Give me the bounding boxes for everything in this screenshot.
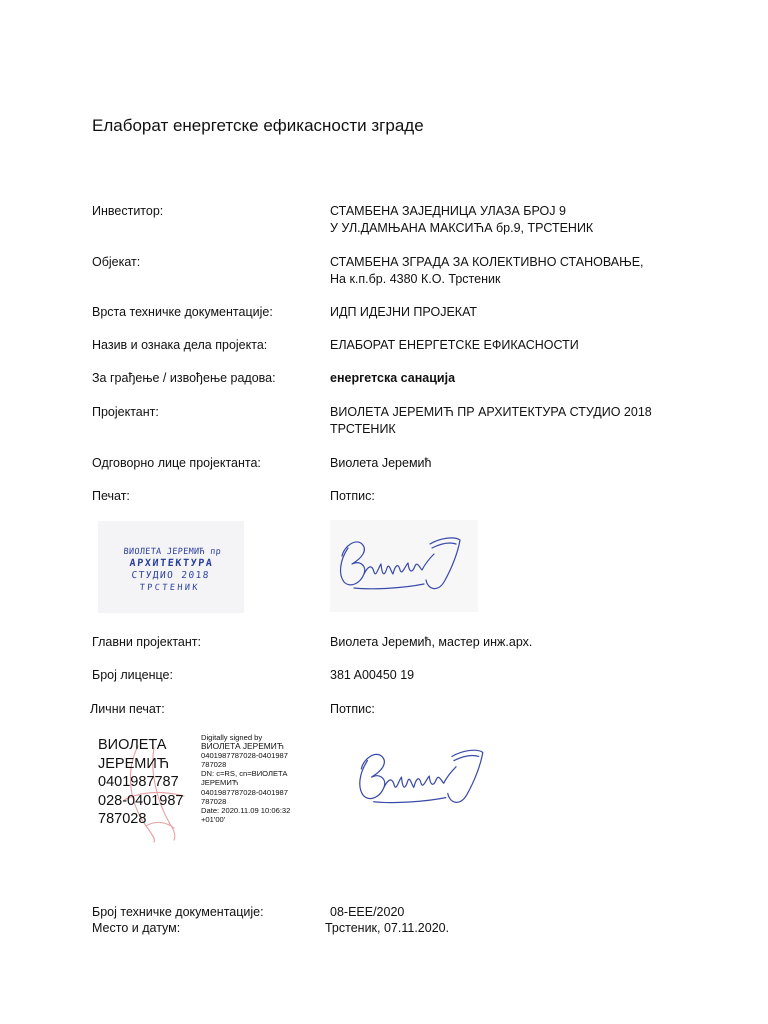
works-label: За грађење / извођење радова: xyxy=(92,371,276,385)
investor-label: Инвеститор: xyxy=(92,204,164,218)
dsig-name-line: 0401987787 xyxy=(98,774,179,790)
dsig-info-line: 0401987787028-0401987 xyxy=(201,751,288,761)
designer-label: Пројектант: xyxy=(92,405,159,419)
dsig-info-line: Digitally signed by xyxy=(201,733,263,742)
object-line-1: СТАМБЕНА ЗГРАДА ЗА КОЛЕКТИВНО СТАНОВАЊЕ, xyxy=(330,255,644,269)
signature-image xyxy=(334,528,464,596)
digital-signature-info xyxy=(201,733,290,824)
dsig-name-line: 787028 xyxy=(98,811,147,827)
personal-stamp-label: Лични печат: xyxy=(90,702,165,716)
designer-line-2: ТРСТЕНИК xyxy=(330,422,396,436)
dsig-info-line: +01'00' xyxy=(201,814,226,824)
signature-label-2: Потпис: xyxy=(330,702,375,716)
dsig-info-line: 787028 xyxy=(201,760,227,770)
investor-line-1: СТАМБЕНА ЗАЈЕДНИЦА УЛАЗА БРОЈ 9 xyxy=(330,204,566,218)
place-date-label: Место и датум: xyxy=(92,921,181,935)
stamp-line-4: ТРСТЕНИК xyxy=(139,583,201,593)
dsig-info-line: ВИОЛЕТА ЈЕРЕМИЋ xyxy=(201,741,284,752)
object-line-2: На к.п.бр. 4380 К.О. Трстеник xyxy=(330,272,501,286)
chief-designer-value: Виолета Јеремић, мастер инж.арх. xyxy=(330,635,533,649)
document-title: Елаборат енергетске ефикасности зграде xyxy=(92,116,424,135)
works-value: енергетска санација xyxy=(330,371,456,385)
doc-type-label: Врста техничке документације: xyxy=(92,305,273,319)
dsig-info-line: Date: 2020.11.09 10:06:32 xyxy=(201,805,291,815)
responsible-label: Одговорно лице пројектанта: xyxy=(92,456,261,470)
dsig-info-line: 0401987787028-0401987 xyxy=(201,787,288,797)
license-value: 381 A00450 19 xyxy=(330,668,415,682)
part-name-label: Назив и ознака дела пројекта: xyxy=(92,338,268,352)
responsible-value: Виолета Јеремић xyxy=(330,456,432,470)
designer-line-1: ВИОЛЕТА ЈЕРЕМИЋ ПР АРХИТЕКТУРА СТУДИО 2018 xyxy=(330,405,652,419)
license-label: Број лиценце: xyxy=(92,668,173,682)
doc-type-value: ИДП ИДЕЈНИ ПРОЈЕКАТ xyxy=(330,305,478,319)
stamp-line-1: ВИОЛЕТА ЈЕРЕМИЋ пр xyxy=(123,547,222,557)
dsig-name-line: ЈЕРЕМИЋ xyxy=(98,755,170,772)
investor-line-2: У УЛ.ДАМЊАНА МАКСИЋА бр.9, ТРСТЕНИК xyxy=(330,221,594,235)
stamp-line-2: АРХИТЕКТУРА xyxy=(129,558,214,569)
dsig-info-line: 787028 xyxy=(201,796,227,806)
object-label: Објекат: xyxy=(92,255,141,269)
digital-signature-name xyxy=(98,736,183,829)
part-name-value: ЕЛАБОРАТ ЕНЕРГЕТСКЕ ЕФИКАСНОСТИ xyxy=(330,338,579,352)
dsig-name-line: 028-0401987 xyxy=(98,792,184,809)
place-date-value: Трстеник, 07.11.2020. xyxy=(325,921,450,935)
tech-doc-number-value: 08-EEE/2020 xyxy=(330,905,405,919)
chief-designer-label: Главни пројектант: xyxy=(92,635,201,649)
stamp-label: Печат: xyxy=(92,489,130,503)
signature-label: Потпис: xyxy=(330,489,375,503)
dsig-info-line: ЈЕРЕМИЋ xyxy=(201,778,239,788)
dsig-name-line: ВИОЛЕТА xyxy=(98,737,167,753)
company-stamp-text xyxy=(106,546,235,594)
dsig-info-line: DN: c=RS, cn=ВИОЛЕТА xyxy=(201,769,288,779)
stamp-line-3: СТУДИО 2018 xyxy=(131,570,211,581)
signature-image-2 xyxy=(352,740,488,810)
tech-doc-number-label: Број техничке документације: xyxy=(92,905,264,919)
